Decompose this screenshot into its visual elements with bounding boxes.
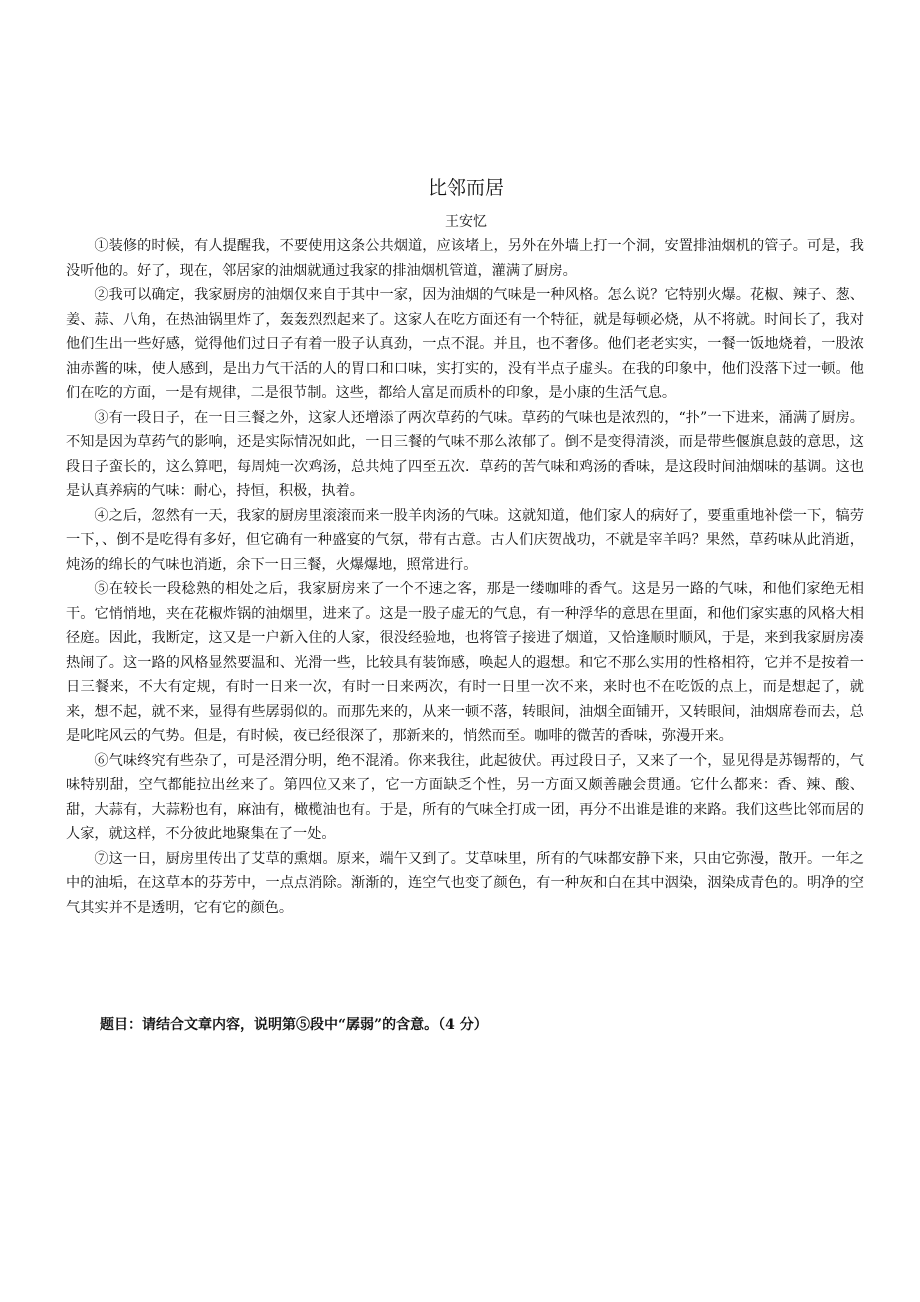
article-title: 比邻而居 — [427, 177, 504, 199]
paragraph-1: ①装修的时候，有人提醒我，不要使用这条公共烟道，应该堵上，另外在外墙上打一个洞，安置排油烟机的管子。可是，我没听他的。好了，现在，邻居家的油烟就通过我家的排油烟机管道，灌满了厨房。 — [66, 238, 864, 279]
paragraph-7: ⑦这一日，厨房里传出了艾草的熏烟。原来，端午又到了。艾草味里，所有的气味都安静下来，只由它弥漫，散开。一年之中的油垢，在这草本的芬芳中，一点点消除。渐渐的，连空气也变了颜色，有一种灰和白在其中洇染，洇染成青色的。明净的空气其实并不是透明，它有它的颜色。 — [66, 850, 864, 916]
article-body — [66, 234, 864, 920]
question-prompt: 题目：请结合文章内容，说明第⑤段中“孱弱”的含意。（4 分） — [100, 1017, 488, 1033]
article-author: 王安忆 — [445, 214, 487, 230]
paragraph-6: ⑥气味终究有些杂了，可是泾渭分明，绝不混淆。你来我往，此起彼伏。再过段日子，又来了一个，显见得是苏锡帮的，气味特别甜，空气都能拉出丝来了。第四位又来了，它一方面缺乏个性，另一方面又颇善融会贯通。它什么都来：香、辣、酸、甜，大蒜有，大蒜粉也有，麻油有，橄榄油也有。于是，所有的气味全打成一团，再分不出谁是谁的来路。我们这些比邻而居的人家，就这样，不分彼此地聚集在了一处。 — [66, 752, 864, 842]
paragraph-5: ⑤在较长一段稔熟的相处之后，我家厨房来了一个不速之客，那是一缕咖啡的香气。这是另一路的气味，和他们家绝无相干。它悄悄地，夹在花椒炸锅的油烟里，进来了。这是一股子虚无的气息，有一种浮华的意思在里面，和他们家实惠的风格大相径庭。因此，我断定，这又是一户新入住的人家，很没经验地，也将管子接进了烟道，又恰逢顺时顺风，于是，来到我家厨房凑热闹了。这一路的风格显然要温和、光滑一些，比较具有装饰感，唤起人的遐想。和它不那么实用的性格相符，它并不是按着一日三餐来，不大有定规，有时一日来一次，有时一日来两次，有时一日里一次不来，来时也不在吃饭的点上，而是想起了，就来，想不起，就不来，显得有些孱弱似的。而那先来的，从来一顿不落，转眼间，油烟全面铺开，又转眼间，油烟席卷而去，总是叱咤风云的气势。但是，有时候，夜已经很深了，那新来的，悄然而至。咖啡的微苦的香味，弥漫开来。 — [66, 581, 864, 744]
paragraph-4: ④之后，忽然有一天，我家的厨房里滚滚而来一股羊肉汤的气味。这就知道，他们家人的病好了，要重重地补偿一下，犒劳一下，、倒不是吃得有多好，但它确有一种盛宴的气氛，带有古意。古人们庆贺战功，不就是宰羊吗？果然，草药味从此消逝，炖汤的绵长的气味也消逝，余下一日三餐，火爆爆地，照常进行。 — [66, 507, 864, 573]
paragraph-3: ③有一段日子，在一日三餐之外，这家人还增添了两次草药的气味。草药的气味也是浓烈的，“扑”一下进来，涌满了厨房。不知是因为草药气的影响，还是实际情况如此，一日三餐的气味不那么浓郁了。倒不是变得清淡，而是带些偃旗息鼓的意思，这段日子蛮长的，这么算吧，每周炖一次鸡汤，总共炖了四至五次．草药的苦气味和鸡汤的香味，是这段时间油烟味的基调。这也是认真养病的气味：耐心，持恒，积极，执着。 — [66, 409, 864, 499]
paragraph-2: ②我可以确定，我家厨房的油烟仅来自于其中一家，因为油烟的气味是一种风格。怎么说？它特别火爆。花椒、辣子、葱、姜、蒜、八角，在热油锅里炸了，轰轰烈烈起来了。这家人在吃方面还有一个特征，就是每顿必烧，从不将就。时间长了，我对他们生出一些好感，觉得他们过日子有着一股子认真劲，一点不混。并且，也不奢侈。他们老老实实，一餐一饭地烧着，一股浓油赤酱的味，使人感到，是出力气干活的人的胃口和口味，实打实的，没有半点子虚头。在我的印象中，他们没落下过一顿。他们在吃的方面，一是有规律，二是很节制。这些，都给人富足而质朴的印象，是小康的生活气息。 — [66, 287, 864, 401]
